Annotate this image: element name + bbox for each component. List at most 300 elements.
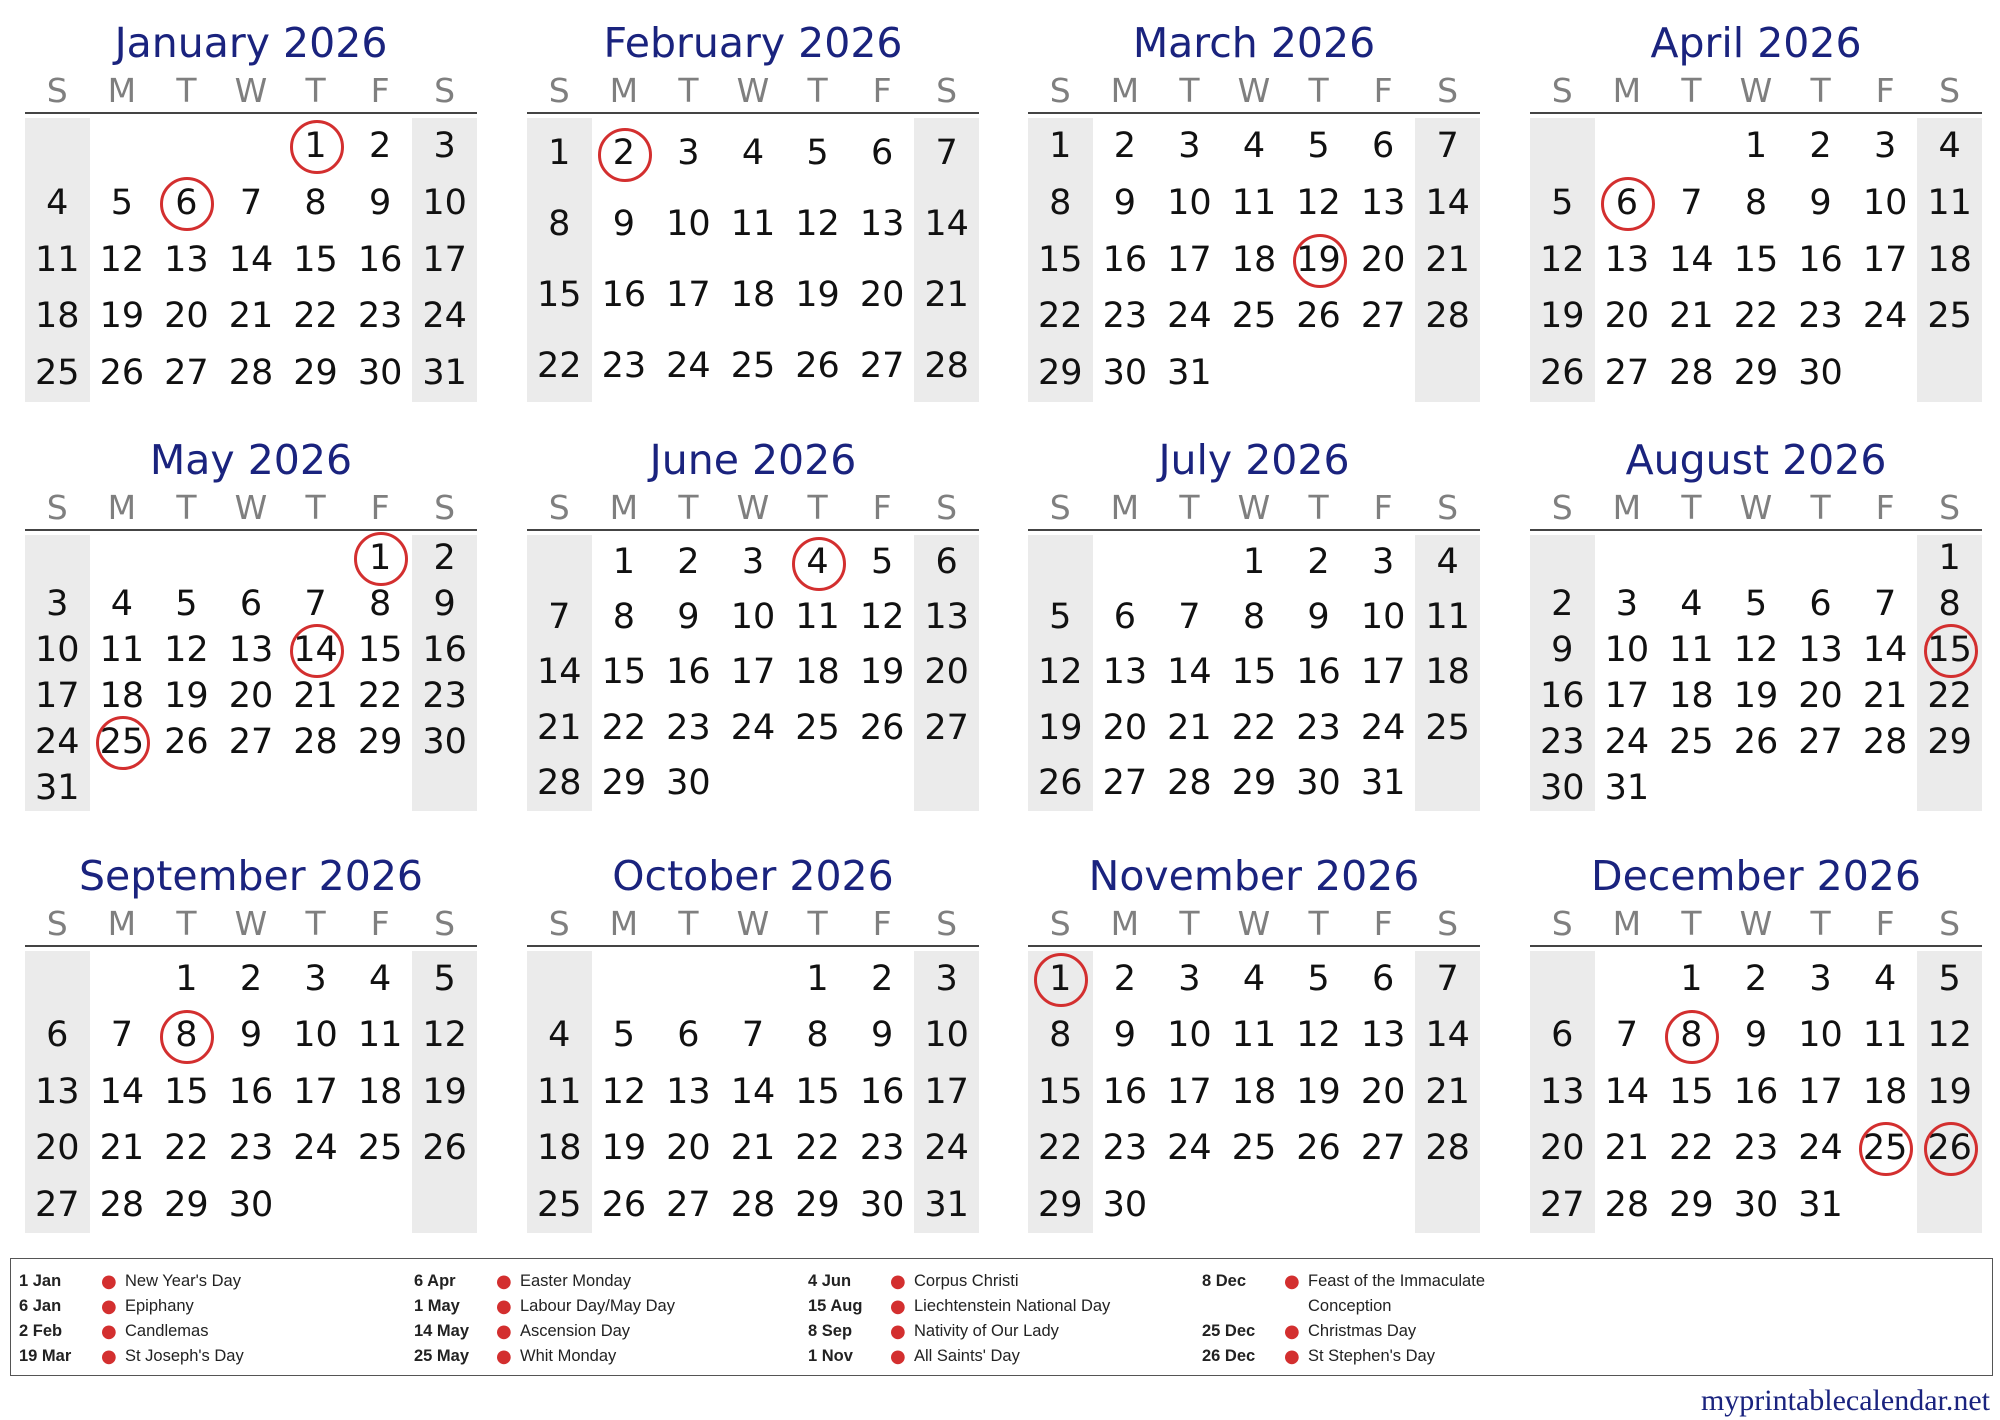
weekday-label: S — [1939, 904, 1961, 943]
day-cell: 15 — [537, 275, 582, 315]
day-cell: 2 — [1307, 542, 1330, 582]
weekday-label: T — [1179, 904, 1200, 943]
day-cell: 9 — [239, 1015, 263, 1056]
week-row — [25, 581, 477, 627]
month-days — [527, 951, 979, 1233]
day-cell: 21 — [228, 296, 274, 337]
day-cell: 12 — [1927, 1015, 1972, 1056]
bullet-icon: ● — [101, 1321, 117, 1342]
day-cell: 4 — [110, 584, 133, 624]
day-cell: 15 — [1038, 239, 1083, 280]
holiday-date: 1 Nov — [808, 1347, 853, 1365]
day-cell: 22 — [795, 1128, 840, 1169]
day-cell: 19 — [859, 652, 905, 693]
day-cell: 5 — [175, 584, 198, 624]
week-row — [1028, 118, 1480, 175]
day-cell: 15 — [795, 1071, 840, 1112]
day-cell: 24 — [1167, 296, 1212, 337]
day-cell: 15 — [1038, 1071, 1083, 1112]
day-cell: 22 — [357, 676, 403, 716]
weekday-label: T — [807, 904, 828, 943]
empty-day-cell — [1917, 345, 1982, 402]
day-cell: 11 — [795, 597, 840, 638]
day-cell: 18 — [1862, 1071, 1908, 1112]
day-cell: 4 — [1242, 959, 1266, 999]
week-row — [1028, 288, 1480, 345]
day-cell: 26 — [795, 346, 840, 386]
holiday-day-cell: 1 — [283, 118, 348, 175]
day-cell: 16 — [357, 239, 403, 280]
month-calendar — [1530, 849, 1982, 1233]
empty-day-cell — [656, 951, 721, 1007]
month-days — [1028, 535, 1480, 811]
week-row — [1028, 535, 1480, 590]
empty-day-cell — [1788, 765, 1853, 811]
month-calendar — [527, 16, 979, 402]
day-cell: 31 — [924, 1184, 969, 1225]
weekday-label: S — [1049, 904, 1071, 943]
day-cell: 27 — [1540, 1184, 1585, 1225]
day-cell: 30 — [859, 1184, 905, 1225]
bullet-icon: ● — [1284, 1271, 1300, 1292]
day-cell: 1 — [1049, 126, 1072, 166]
weekday-label: T — [1681, 71, 1702, 110]
weekday-label: S — [548, 71, 570, 110]
week-row — [527, 590, 979, 645]
week-row — [25, 765, 477, 811]
day-cell: 20 — [1360, 1071, 1406, 1112]
day-cell: 25 — [1669, 722, 1714, 762]
day-cell: 28 — [924, 346, 969, 386]
day-cell: 12 — [1733, 630, 1779, 670]
month-title: November 2026 — [1088, 852, 1420, 900]
day-cell: 14 — [730, 1071, 776, 1112]
weekday-label: T — [678, 71, 699, 110]
weekday-label: T — [176, 488, 197, 527]
week-row — [25, 673, 477, 719]
week-row — [527, 260, 979, 331]
day-cell: 25 — [1927, 296, 1972, 337]
day-cell: 6 — [935, 542, 958, 582]
bullet-icon: ● — [496, 1296, 512, 1317]
day-cell: 6 — [46, 1015, 69, 1056]
weekday-label: W — [1237, 488, 1271, 527]
week-row — [1028, 701, 1480, 756]
day-cell: 12 — [859, 597, 905, 638]
week-row — [527, 1177, 979, 1233]
holiday-name: New Year's Day — [125, 1272, 241, 1290]
month-title: December 2026 — [1591, 852, 1921, 900]
weekday-label: F — [370, 904, 390, 943]
day-cell: 22 — [1927, 676, 1972, 716]
empty-day-cell — [1286, 1177, 1351, 1233]
day-cell: 20 — [924, 652, 969, 693]
day-cell: 20 — [1604, 296, 1650, 337]
day-cell: 24 — [1360, 707, 1406, 748]
empty-day-cell — [1157, 535, 1222, 590]
week-row — [1028, 1120, 1480, 1176]
day-cell: 17 — [730, 652, 776, 693]
holiday-legend — [10, 1258, 1993, 1376]
day-cell: 20 — [1798, 676, 1843, 716]
day-cell: 28 — [1167, 762, 1212, 803]
day-cell: 2 — [239, 959, 263, 999]
day-cell: 5 — [1307, 959, 1330, 999]
holiday-day-cell: 1 — [348, 535, 413, 581]
day-cell: 19 — [164, 676, 209, 716]
day-cell: 27 — [924, 707, 969, 748]
holiday-name: Labour Day/May Day — [520, 1297, 675, 1315]
empty-day-cell — [914, 756, 979, 811]
empty-day-cell — [1157, 1177, 1222, 1233]
month-days — [1028, 951, 1480, 1233]
day-cell: 31 — [1360, 762, 1406, 803]
week-row — [1028, 232, 1480, 289]
day-cell: 27 — [228, 722, 274, 762]
holiday-day-cell: 25 — [1853, 1120, 1918, 1176]
day-cell: 26 — [99, 353, 145, 394]
empty-day-cell — [527, 535, 592, 590]
weekday-label: S — [1049, 488, 1071, 527]
day-cell: 9 — [1744, 1015, 1768, 1056]
holiday-date: 2 Feb — [19, 1322, 63, 1340]
weekday-header — [25, 70, 477, 114]
day-cell: 2 — [1113, 126, 1136, 166]
holiday-date: 1 Jan — [19, 1272, 62, 1290]
day-cell: 10 — [1798, 1015, 1843, 1056]
day-cell: 13 — [924, 597, 969, 638]
day-cell: 8 — [1938, 584, 1961, 624]
empty-day-cell — [1788, 535, 1853, 581]
month-days — [527, 535, 979, 811]
day-cell: 14 — [1604, 1071, 1650, 1112]
legend-item — [1202, 1344, 1485, 1369]
weekday-label: S — [46, 488, 68, 527]
day-cell: 21 — [1425, 1071, 1470, 1112]
day-cell: 14 — [1167, 652, 1212, 693]
day-cell: 1 — [1680, 959, 1703, 999]
day-cell: 17 — [1862, 239, 1908, 280]
day-cell: 26 — [1540, 353, 1585, 394]
empty-day-cell — [1415, 756, 1480, 811]
day-cell: 16 — [601, 275, 647, 315]
day-cell: 28 — [1425, 296, 1470, 337]
weekday-label: M — [107, 904, 137, 943]
weekday-label: T — [1681, 488, 1702, 527]
day-cell: 2 — [870, 959, 894, 999]
day-cell: 29 — [1038, 353, 1083, 394]
week-row — [527, 118, 979, 189]
bullet-icon: ● — [496, 1321, 512, 1342]
day-cell: 28 — [228, 353, 274, 394]
day-cell: 3 — [741, 542, 765, 582]
day-cell: 4 — [1873, 959, 1897, 999]
day-cell: 24 — [422, 296, 467, 337]
day-cell: 20 — [35, 1128, 80, 1169]
weekday-label: F — [370, 488, 390, 527]
day-cell: 21 — [1167, 707, 1212, 748]
holiday-date: 14 May — [414, 1322, 470, 1340]
legend-item — [414, 1294, 675, 1319]
empty-day-cell — [1530, 118, 1595, 175]
empty-day-cell — [1595, 535, 1660, 581]
day-cell: 8 — [368, 584, 392, 624]
empty-day-cell — [90, 535, 155, 581]
day-cell: 30 — [1296, 762, 1341, 803]
legend-item — [414, 1319, 675, 1344]
day-cell: 17 — [35, 676, 80, 716]
holiday-date: 15 Aug — [808, 1297, 863, 1315]
day-cell: 24 — [35, 722, 80, 762]
holiday-date: 6 Apr — [414, 1272, 456, 1290]
month-calendar — [25, 16, 477, 402]
holiday-date: 4 Jun — [808, 1272, 852, 1290]
week-row — [1530, 581, 1982, 627]
empty-day-cell — [1724, 765, 1789, 811]
day-cell: 28 — [537, 762, 582, 803]
day-cell: 19 — [1733, 676, 1779, 716]
day-cell: 14 — [1669, 239, 1714, 280]
day-cell: 14 — [99, 1071, 145, 1112]
bullet-icon: ● — [890, 1321, 906, 1342]
weekday-label: M — [107, 488, 137, 527]
holiday-date: 25 Dec — [1202, 1322, 1256, 1340]
empty-day-cell — [1853, 345, 1918, 402]
day-cell: 29 — [1038, 1184, 1083, 1225]
holiday-day-cell: 25 — [90, 719, 155, 765]
day-cell: 19 — [1540, 296, 1585, 337]
day-cell: 6 — [1551, 1015, 1574, 1056]
day-cell: 5 — [1744, 584, 1768, 624]
day-cell: 6 — [1371, 959, 1395, 999]
week-row — [25, 951, 477, 1007]
day-cell: 11 — [1231, 182, 1277, 223]
day-cell: 17 — [1360, 652, 1406, 693]
day-cell: 18 — [1927, 239, 1972, 280]
weekday-label: S — [46, 904, 68, 943]
month-days — [25, 118, 477, 402]
week-row — [1530, 345, 1982, 402]
legend-item — [808, 1294, 1110, 1319]
day-cell: 27 — [1360, 1128, 1406, 1169]
empty-day-cell — [1415, 345, 1480, 402]
legend-item — [808, 1319, 1110, 1344]
day-cell: 12 — [1038, 652, 1083, 693]
day-cell: 4 — [46, 182, 69, 223]
day-cell: 10 — [666, 204, 711, 244]
day-cell: 11 — [99, 630, 145, 670]
weekday-label: S — [1049, 71, 1071, 110]
day-cell: 4 — [1242, 126, 1266, 166]
week-row — [1028, 590, 1480, 645]
empty-day-cell — [1853, 765, 1918, 811]
day-cell: 14 — [1425, 182, 1470, 223]
day-cell: 11 — [1669, 630, 1714, 670]
day-cell: 15 — [293, 239, 338, 280]
day-cell: 27 — [35, 1184, 80, 1225]
weekday-label: S — [936, 71, 958, 110]
legend-item — [19, 1319, 244, 1344]
holiday-date — [1202, 1294, 1284, 1319]
empty-day-cell — [1530, 951, 1595, 1007]
day-cell: 28 — [1862, 722, 1908, 762]
weekday-label: W — [736, 71, 770, 110]
day-cell: 23 — [1798, 296, 1843, 337]
day-cell: 28 — [293, 722, 338, 762]
empty-day-cell — [154, 535, 219, 581]
holiday-name: Epiphany — [125, 1297, 194, 1315]
day-cell: 10 — [35, 630, 80, 670]
bullet-icon: ● — [1284, 1346, 1300, 1367]
weekday-label: S — [1939, 488, 1961, 527]
day-cell: 7 — [304, 584, 327, 624]
day-cell: 18 — [1231, 239, 1277, 280]
day-cell: 15 — [1669, 1071, 1714, 1112]
day-cell: 31 — [422, 353, 467, 394]
month-days — [1530, 535, 1982, 811]
day-cell: 17 — [1604, 676, 1650, 716]
week-row — [25, 232, 477, 289]
empty-day-cell — [25, 535, 90, 581]
day-cell: 12 — [164, 630, 209, 670]
day-cell: 23 — [666, 707, 711, 748]
day-cell: 7 — [548, 597, 571, 638]
month-title: October 2026 — [612, 852, 894, 900]
day-cell: 3 — [1371, 542, 1395, 582]
week-row — [527, 1007, 979, 1063]
legend-item — [19, 1344, 244, 1369]
month-days — [1530, 951, 1982, 1233]
month-calendar — [527, 849, 979, 1233]
week-row — [1530, 673, 1982, 719]
day-cell: 21 — [99, 1128, 145, 1169]
empty-day-cell — [1595, 951, 1660, 1007]
holiday-date: 1 May — [414, 1297, 460, 1315]
day-cell: 5 — [870, 542, 894, 582]
day-cell: 30 — [1798, 353, 1843, 394]
weekday-label: M — [1110, 904, 1140, 943]
day-cell: 21 — [1425, 239, 1470, 280]
weekday-label: T — [1810, 488, 1831, 527]
weekday-label: W — [234, 488, 268, 527]
holiday-day-cell: 6 — [154, 175, 219, 232]
day-cell: 7 — [1873, 584, 1897, 624]
holiday-date: 6 Jan — [19, 1297, 62, 1315]
day-cell: 15 — [1231, 652, 1277, 693]
day-cell: 4 — [1680, 584, 1703, 624]
weekday-label: F — [872, 904, 892, 943]
week-row — [25, 345, 477, 402]
day-cell: 16 — [1733, 1071, 1779, 1112]
legend-column — [808, 1269, 1110, 1369]
empty-day-cell — [592, 951, 657, 1007]
day-cell: 28 — [1669, 353, 1714, 394]
day-cell: 7 — [1615, 1015, 1638, 1056]
day-cell: 23 — [1296, 707, 1341, 748]
day-cell: 21 — [1862, 676, 1908, 716]
week-row — [1530, 719, 1982, 765]
day-cell: 22 — [1038, 1128, 1083, 1169]
day-cell: 13 — [1102, 652, 1148, 693]
weekday-label: T — [305, 488, 326, 527]
day-cell: 31 — [1604, 768, 1650, 808]
month-calendar — [1530, 16, 1982, 402]
day-cell: 31 — [35, 768, 80, 808]
week-row — [1028, 1177, 1480, 1233]
weekday-header — [527, 903, 979, 947]
day-cell: 18 — [1231, 1071, 1277, 1112]
day-cell: 17 — [1798, 1071, 1843, 1112]
weekday-label: T — [1810, 904, 1831, 943]
weekday-label: M — [1612, 904, 1642, 943]
day-cell: 8 — [806, 1015, 829, 1056]
weekday-label: T — [305, 71, 326, 110]
day-cell: 1 — [1744, 126, 1768, 166]
day-cell: 4 — [1436, 542, 1459, 582]
weekday-header — [527, 70, 979, 114]
month-days — [25, 951, 477, 1233]
day-cell: 9 — [677, 597, 700, 638]
day-cell: 29 — [1231, 762, 1277, 803]
weekday-label: S — [936, 488, 958, 527]
week-row — [1028, 645, 1480, 700]
weekday-label: S — [1551, 71, 1573, 110]
holiday-name: Conception — [1308, 1297, 1392, 1315]
weekday-label: M — [1110, 488, 1140, 527]
weekday-label: W — [234, 904, 268, 943]
day-cell: 26 — [859, 707, 905, 748]
empty-day-cell — [25, 118, 90, 175]
day-cell: 9 — [1551, 630, 1574, 670]
day-cell: 8 — [612, 597, 635, 638]
empty-day-cell — [1659, 118, 1724, 175]
day-cell: 26 — [601, 1184, 647, 1225]
month-calendar — [1028, 16, 1480, 402]
empty-day-cell — [348, 1177, 413, 1233]
weekday-header — [1530, 487, 1982, 531]
day-cell: 24 — [1167, 1128, 1212, 1169]
holiday-name: Nativity of Our Lady — [914, 1322, 1059, 1340]
day-cell: 24 — [1604, 722, 1650, 762]
day-cell: 26 — [1733, 722, 1779, 762]
day-cell: 2 — [1809, 126, 1832, 166]
week-row — [527, 1120, 979, 1176]
month-title: May 2026 — [149, 436, 353, 484]
day-cell: 2 — [1744, 959, 1768, 999]
weekday-label: F — [872, 488, 892, 527]
site-watermark[interactable]: myprintablecalendar.net — [1700, 1384, 1990, 1417]
empty-day-cell — [283, 765, 348, 811]
day-cell: 6 — [1371, 126, 1395, 166]
day-cell: 25 — [357, 1128, 403, 1169]
day-cell: 14 — [228, 239, 274, 280]
day-cell: 3 — [1809, 959, 1832, 999]
day-cell: 10 — [1604, 630, 1650, 670]
day-cell: 23 — [1733, 1128, 1779, 1169]
month-title: July 2026 — [1158, 436, 1350, 484]
empty-day-cell — [25, 951, 90, 1007]
holiday-name: St Stephen's Day — [1308, 1347, 1435, 1365]
day-cell: 9 — [1809, 182, 1832, 223]
day-cell: 3 — [433, 126, 456, 166]
day-cell: 20 — [228, 676, 274, 716]
empty-day-cell — [283, 1177, 348, 1233]
day-cell: 18 — [730, 275, 776, 315]
empty-day-cell — [1853, 1177, 1918, 1233]
day-cell: 5 — [806, 133, 829, 173]
weekday-label: F — [1373, 71, 1393, 110]
weekday-label: S — [434, 71, 456, 110]
